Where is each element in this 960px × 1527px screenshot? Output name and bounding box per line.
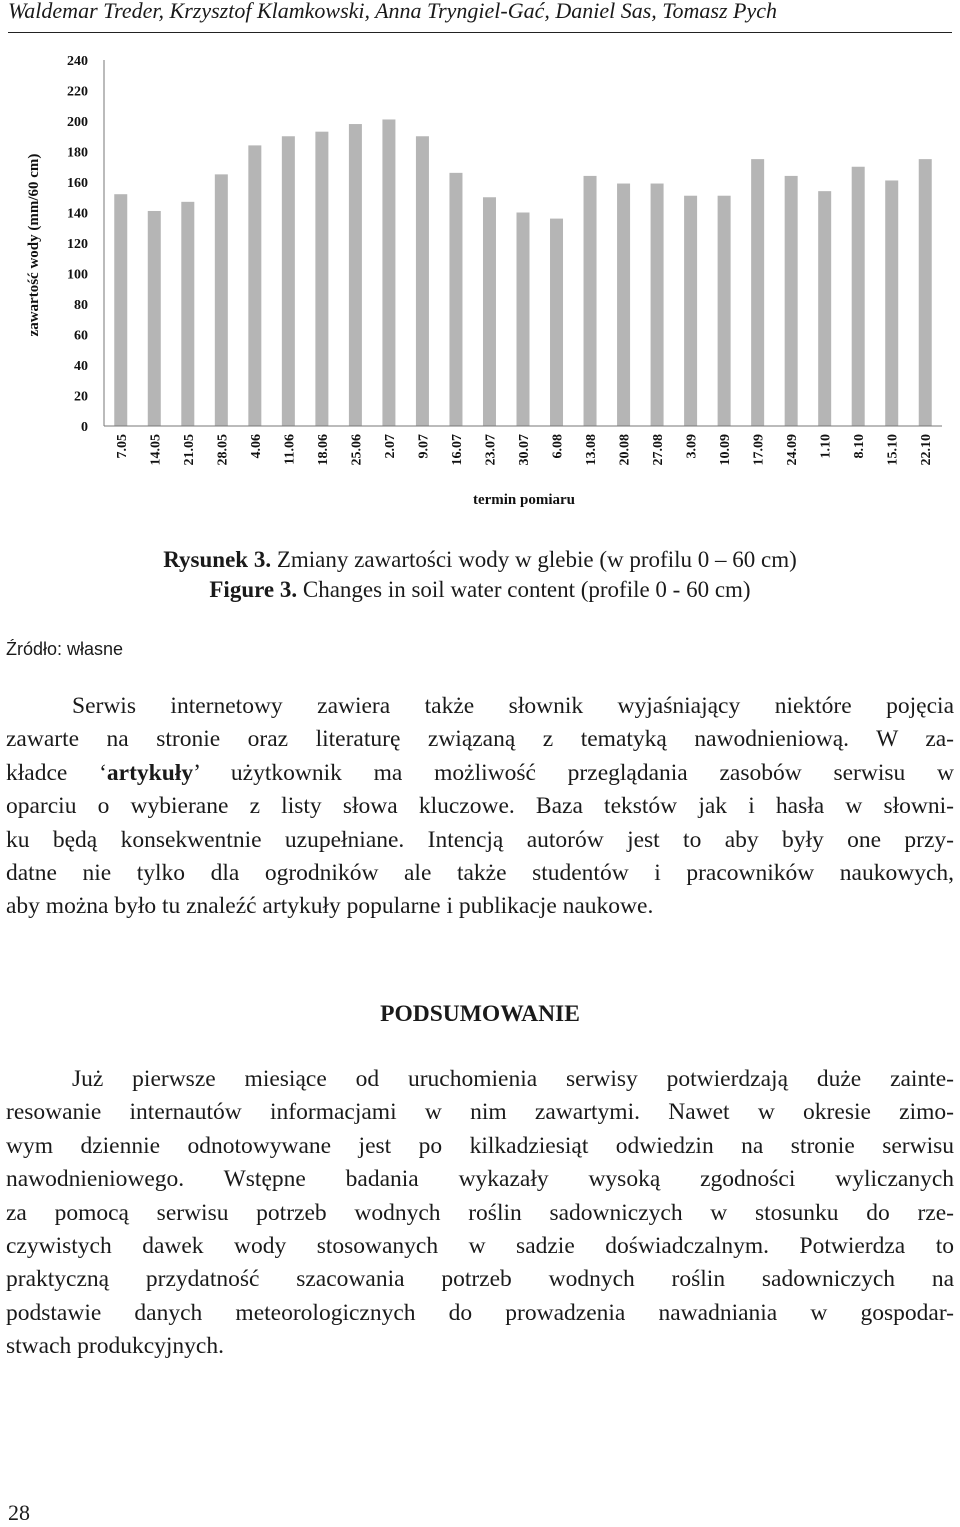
x-tick-label: 16.07 [449,434,465,466]
bar [148,211,161,426]
y-tick-label: 60 [74,328,88,344]
bar [818,191,831,426]
x-tick-label: 9.07 [416,434,432,459]
bar [248,145,261,426]
x-tick-label: 3.09 [684,434,700,459]
text-line [6,757,954,790]
text-line: Serwis internetowy zawiera także słownik wyjaśniający niektóre pojęcia [72,693,954,719]
caption-en-text: Changes in soil water content (profile 0 - 60 cm) [297,577,751,602]
bar [449,173,462,426]
x-tick-label: 25.06 [349,434,365,466]
caption-pl-label: Rysunek 3. [163,547,272,572]
paragraph-summary [6,1063,954,1364]
x-tick-label: 15.10 [885,434,901,466]
x-tick-label: 1.10 [818,434,834,459]
text-line: nawodnieniowego. Wstępne badania wykazały wysoką zgodności wyliczanych [6,1166,954,1193]
section-heading: PODSUMOWANIE [380,1001,580,1027]
x-tick-label: 6.08 [550,434,566,459]
text-line: aby można było tu znaleźć artykuły popularne i publikacje naukowe. [6,893,654,920]
bar [751,159,764,426]
bar [416,136,429,426]
y-tick-label: 120 [67,237,88,252]
x-tick-label: 4.06 [248,434,264,459]
text-line: za pomocą serwisu potrzeb wodnych roślin sadowniczych w stosunku do rze- [6,1199,954,1226]
x-tick-label: 23.07 [483,434,499,466]
bar [282,136,295,426]
x-tick-label: 11.06 [282,434,298,465]
paragraph-service [6,690,954,924]
x-tick-label: 2.07 [382,434,398,459]
x-axis-ticks [115,434,934,466]
figure-caption-en [0,575,960,605]
bar [349,124,362,426]
running-header: Waldemar Treder, Krzysztof Klamkowski, Anna Tryngiel-Gać, Daniel Sas, Tomasz Pych [8,0,952,33]
bar [584,176,597,426]
soil-water-bar-chart [0,44,960,514]
x-tick-label: 17.09 [751,434,767,466]
y-tick-label: 0 [81,420,88,435]
x-tick-label: 14.05 [148,434,164,466]
caption-pl-text: Zmiany zawartości wody w glebie (w profilu 0 – 60 cm) [271,547,797,572]
artykuly-term: artykuły [106,759,194,786]
y-tick-label: 40 [74,359,88,374]
text-line: wym dziennie odnotowywane jest po kilkadziesiąt odwiedzin na stronie serwisu [6,1132,954,1159]
y-tick-label: 140 [67,206,88,222]
x-tick-label: 24.09 [785,434,801,466]
x-tick-label: 22.10 [919,434,935,466]
bar [885,180,898,426]
figure-caption-pl [0,545,960,575]
y-tick-label: 200 [67,115,88,130]
text-line: oparciu o wybierane z listy słowa kluczowe. Baza tekstów jak i hasła w słowni- [6,793,954,820]
y-tick-label: 240 [67,54,88,69]
bar [651,184,664,426]
text-line: ku będą konsekwentnie uzupełniane. Intencją autorów jest to aby były one przy- [6,826,954,853]
text-line: czywistych dawek wody stosowanych w sadzie doświadczalnym. Potwierdza to [6,1232,954,1259]
text-line: stwach produkcyjnych. [6,1333,224,1360]
caption-en-label: Figure 3. [209,577,298,602]
bar [684,196,697,426]
text-line: resowanie internautów informacjami w nim zawartymi. Nawet w okresie zimo- [6,1099,954,1126]
text-fragment: ’ użytkownik ma możliwość przeglądania zasobów serwisu w [193,759,954,786]
x-tick-label: 27.08 [651,434,667,466]
y-tick-label: 160 [67,176,88,191]
x-tick-label: 21.05 [181,434,197,466]
x-tick-label: 8.10 [852,434,868,459]
bar [852,167,865,426]
y-axis-label: zawartość wody (mm/60 cm) [26,153,42,337]
bar [718,196,731,426]
x-tick-label: 13.08 [584,434,600,466]
text-line: datne nie tylko dla ogrodników ale także studentów i pracowników naukowych, [6,859,954,886]
y-tick-label: 100 [67,267,88,283]
page-number: 28 [8,1500,30,1525]
text-line: Już pierwsze miesiące od uruchomienia serwisy potwierdzają duże zainte- [72,1066,954,1092]
x-tick-label: 18.06 [315,434,331,466]
bar [181,202,194,426]
bar [517,213,530,427]
x-tick-label: 28.05 [215,434,231,466]
bar [215,174,228,426]
x-tick-label: 10.09 [718,434,734,466]
bar [315,132,328,426]
bar [919,159,932,426]
bars [114,119,931,426]
bar [550,219,563,426]
text-line: podstawie danych meteorologicznych do prowadzenia nawadniania w gospodar- [6,1299,954,1326]
bar [483,197,496,426]
bar [114,194,127,426]
text-line: praktyczną przydatność szacowania potrzeb wodnych roślin sadowniczych na [6,1266,954,1293]
text-fragment: kładce ‘ [6,759,107,786]
x-tick-label: 7.05 [114,434,130,459]
x-axis-label: termin pomiaru [472,492,576,508]
y-axis-ticks [67,54,88,435]
bar [382,119,395,426]
y-tick-label: 180 [67,145,88,161]
y-tick-label: 20 [74,389,88,405]
source-note: Źródło: własne [6,639,124,659]
y-tick-label: 220 [67,84,88,100]
bar [785,176,798,426]
x-tick-label: 30.07 [517,434,532,466]
x-tick-label: 20.08 [617,434,633,466]
bar [617,184,630,426]
y-tick-label: 80 [74,298,88,313]
text-line: zawarte na stronie oraz literaturę związaną z tematyką nawodnieniową. W za- [6,726,954,753]
